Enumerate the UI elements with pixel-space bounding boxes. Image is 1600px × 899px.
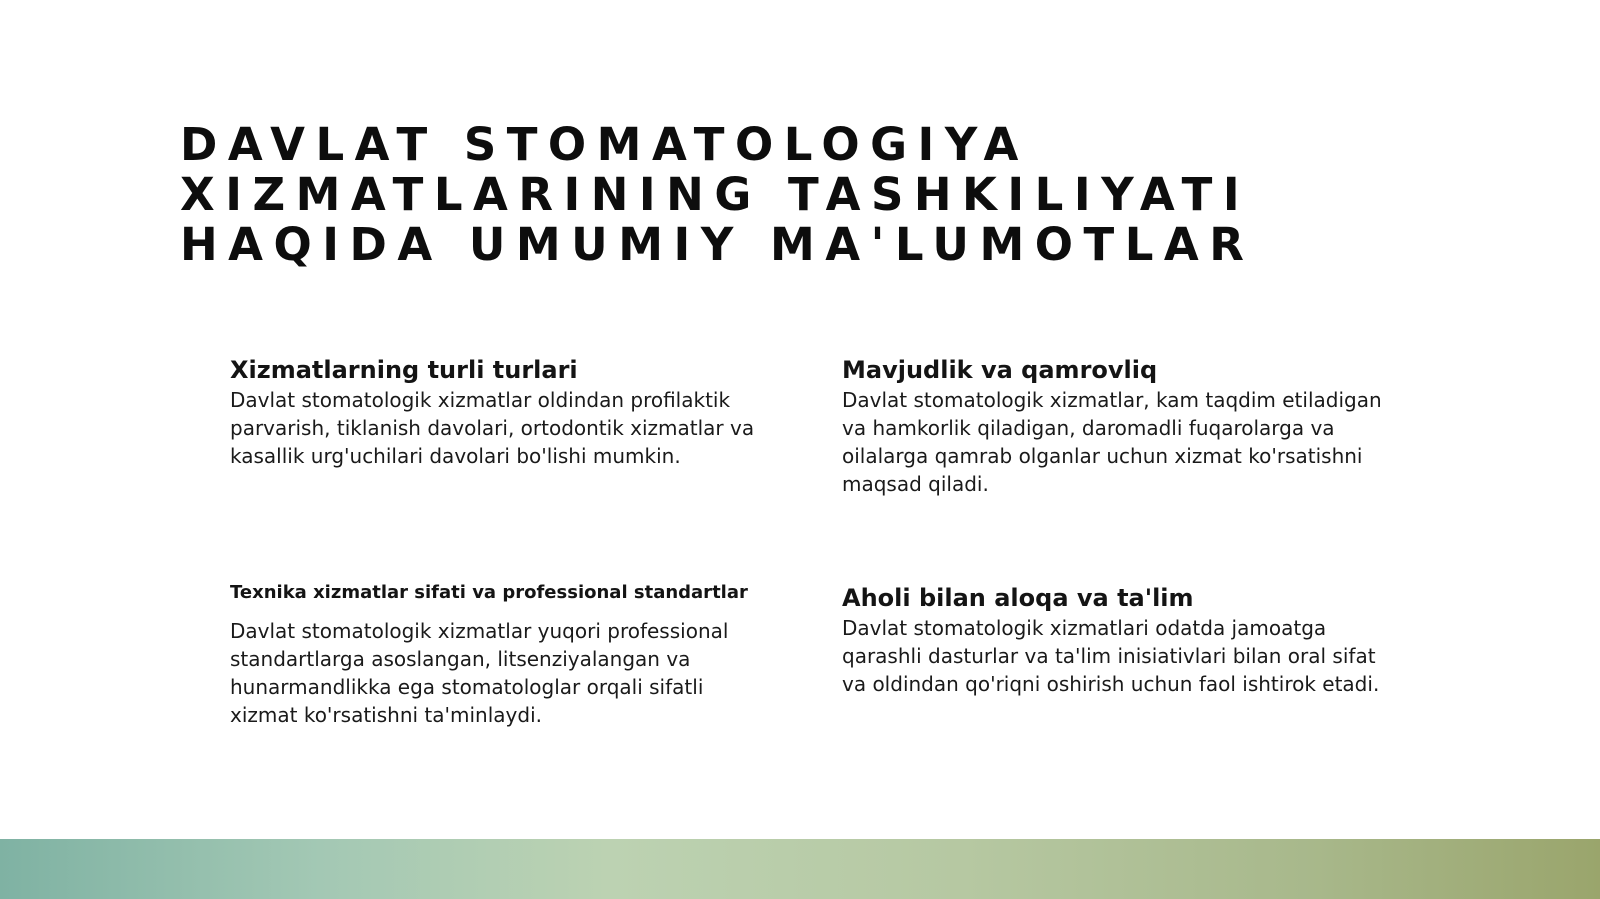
section-heading: Texnika xizmatlar sifati va professional standartlar [230,582,748,603]
section-text: Davlat stomatologik xizmatlar oldindan profilaktik parvarish, tiklanish davolari, ortodontik xizmatlar va kasallik urg'uchilari davolari bo'lishi mumkin. [230,388,755,468]
section-service-types [230,354,770,470]
section-community-education [842,582,1382,698]
section-heading: Mavjudlik va qamrovliq [842,356,1158,384]
section-text: Davlat stomatologik xizmatlar, kam taqdim etiladigan va hamkorlik qiladigan, daromadli fuqarolarga va oilalarga qamrab olganlar uchun xizmat ko'rsatishni maqsad qiladi. [842,388,1382,496]
section-text: Davlat stomatologik xizmatlari odatda jamoatga qarashli dasturlar va ta'lim inisiativlari bilan oral sifat va oldindan qo'riqni oshirish uchun faol ishtirok etadi. [842,616,1380,696]
slide-title: DAVLAT STOMATOLOGIYA XIZMATLARINING TASHKILIYATI HAQIDA UMUMIY MA'LUMOTLAR [180,118,1255,271]
section-quality-standards [230,579,770,729]
section-text: Davlat stomatologik xizmatlar yuqori professional standartlarga asoslangan, litsenziyalangan va hunarmandlikka ega stomatologlar orqali sifatli xizmat ko'rsatishni ta'minlaydi. [230,619,729,727]
section-heading: Aholi bilan aloqa va ta'lim [842,584,1194,612]
section-availability [842,354,1382,498]
section-heading: Xizmatlarning turli turlari [230,356,578,384]
decorative-gradient-band [0,839,1600,899]
